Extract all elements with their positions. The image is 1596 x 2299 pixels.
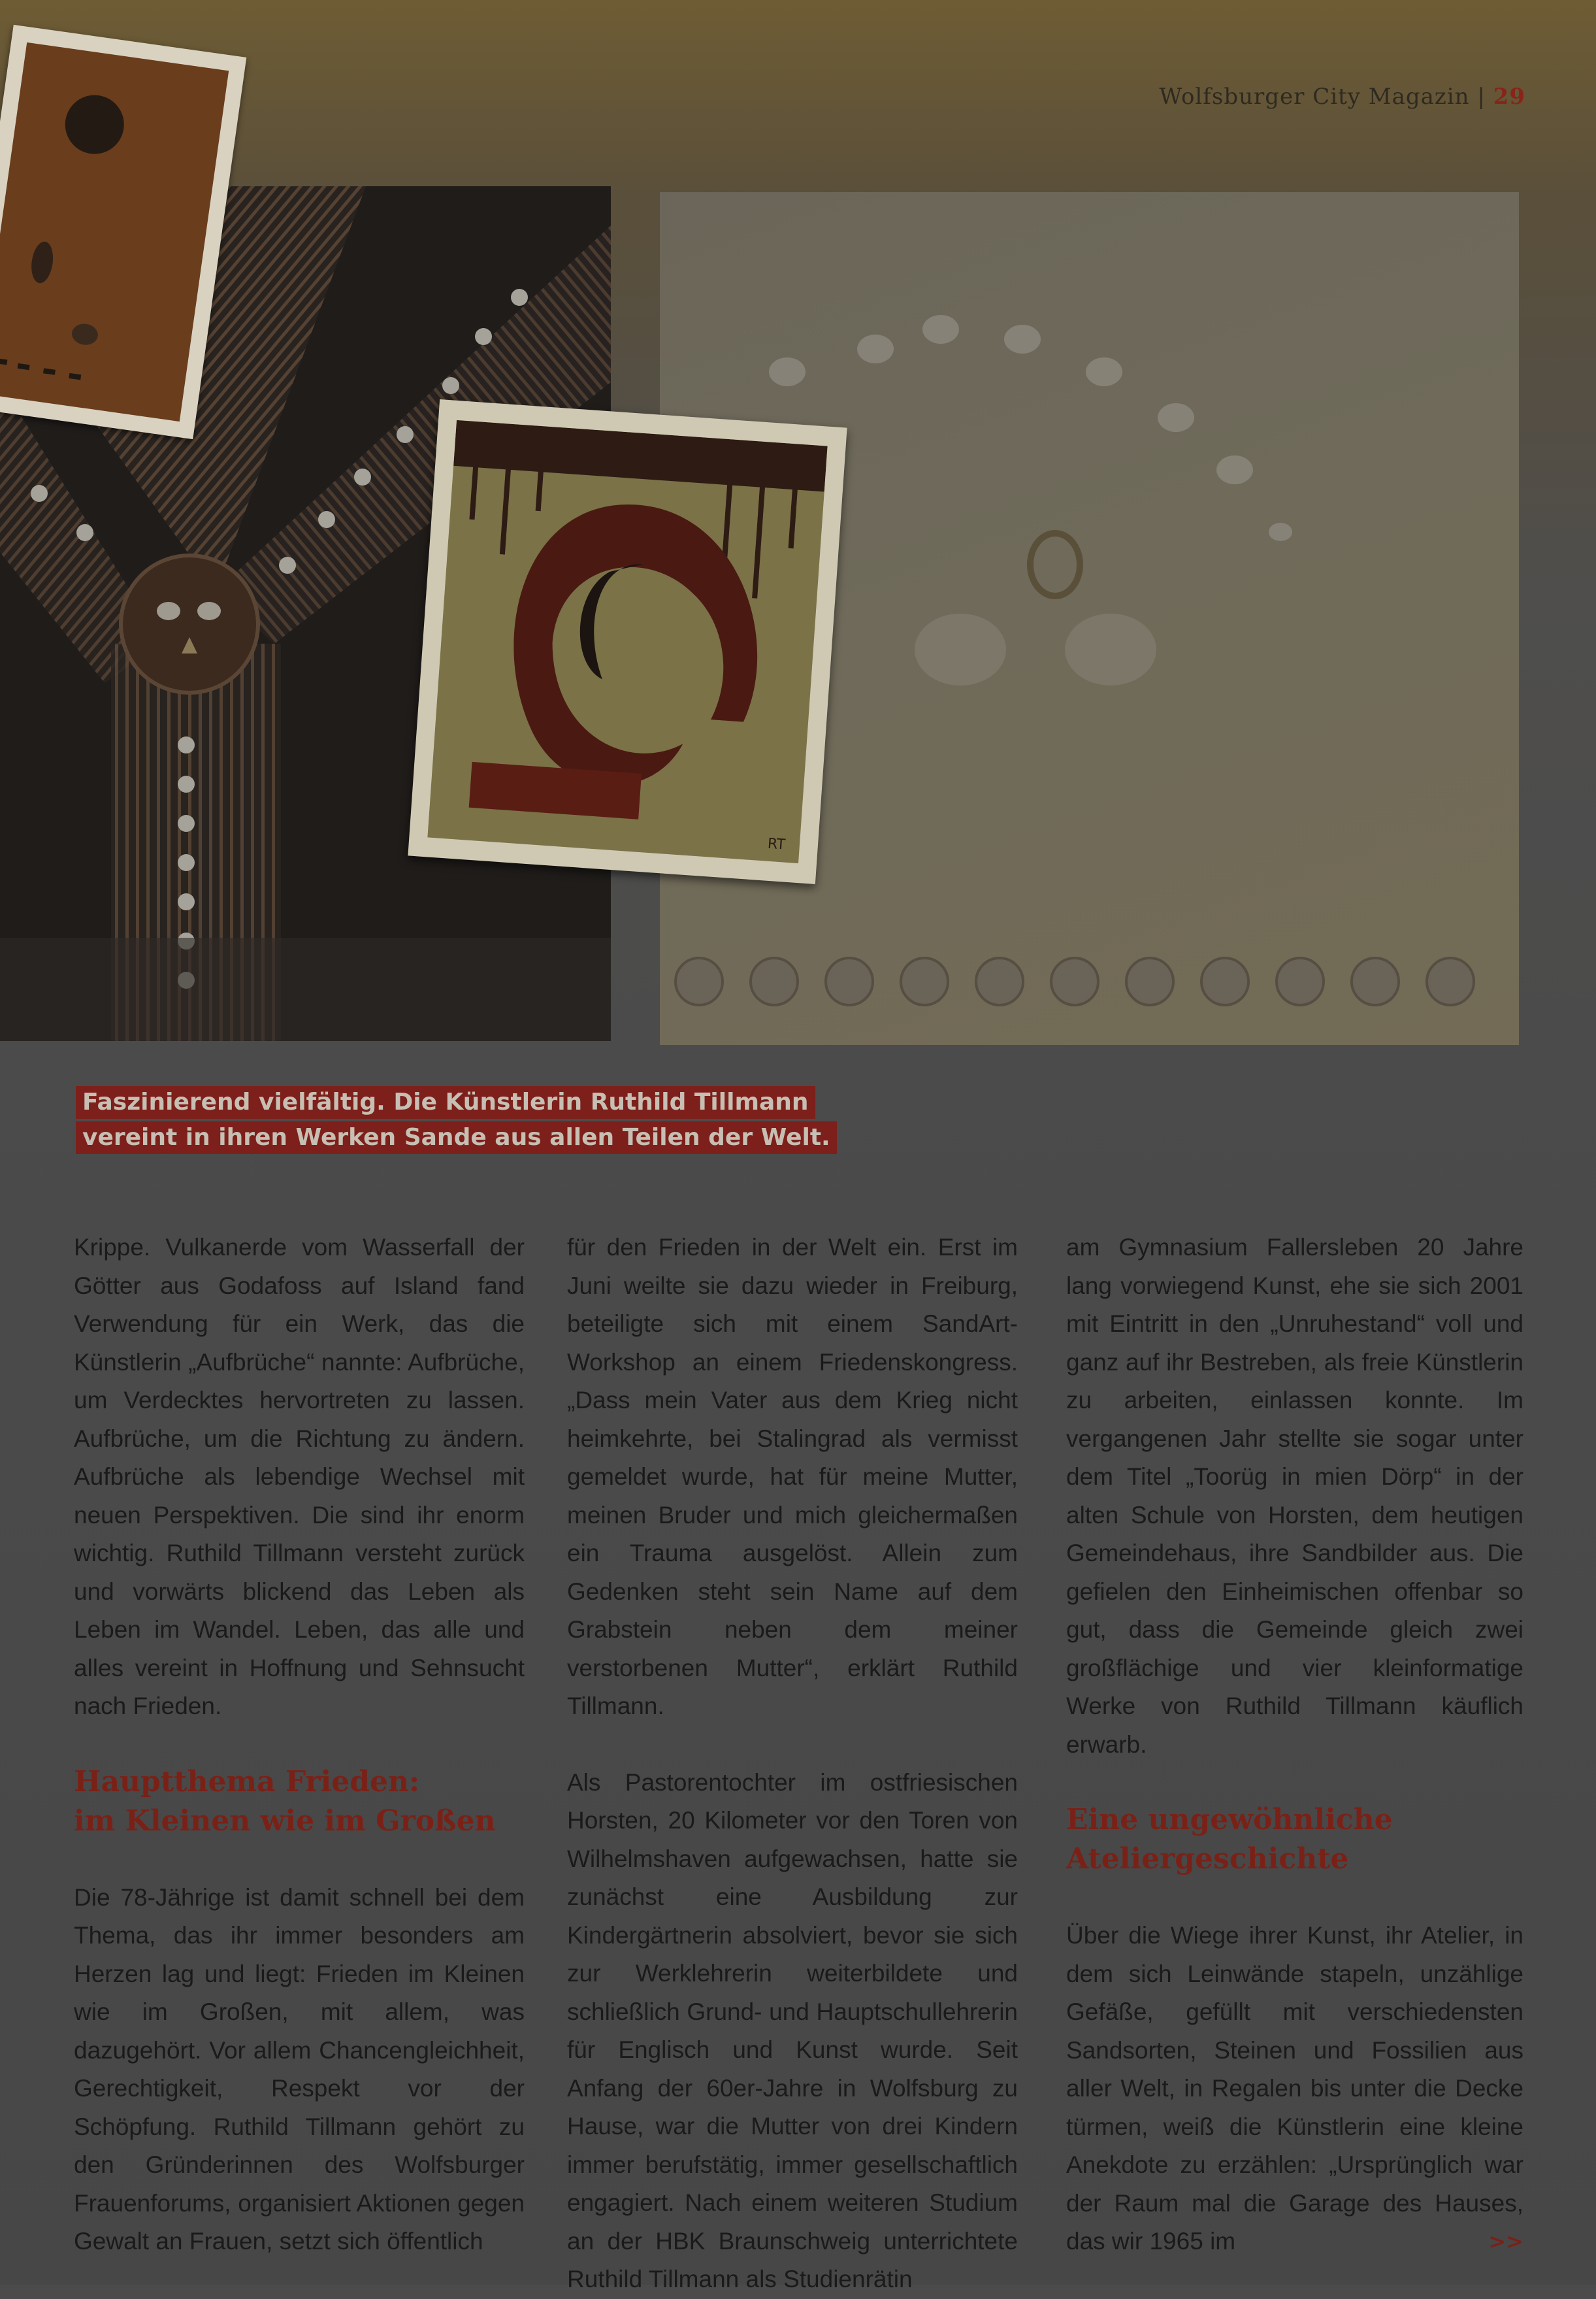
article-column-2 (567, 1229, 1018, 2299)
photo-red-arc-artwork (408, 399, 847, 884)
page-header (1159, 84, 1525, 110)
heading-ateliergeschichte (1066, 1800, 1523, 1879)
caption-line-1: Faszinierend vielfältig. Die Künstlerin Ruthild Tillmann (76, 1086, 815, 1119)
heading-1-line-1: Hauptthema Frieden: (74, 1764, 420, 1798)
heading-2-line-2: Ateliergeschichte (1066, 1842, 1349, 1876)
photo-small-artwork-canvas (0, 42, 229, 422)
photo-small-artwork-drawing (0, 42, 229, 422)
caption-line-2: vereint in ihren Werken Sande aus allen Teilen der Welt. (76, 1121, 837, 1154)
column-3-paragraph-2 (1066, 1917, 1523, 2261)
photo-red-arc-canvas (427, 420, 827, 863)
article-column-3 (1066, 1229, 1523, 2261)
column-2-paragraph-2: Als Pastorentochter im ostfriesischen Horsten, 20 Kilometer vor den Toren von Wilhelmshaven aufgewachsen, hatte sie zunächst eine Ausbildung zur Kindergärtnerin absolviert, bevor sie sich zur Werklehrerin weiterbildete und schließlich Grund- und Hauptschullehrerin für Englisch und Kunst wurde. Seit Anfang der 60er-Jahre in Wolfsburg zu Hause, war die Mutter von drei Kindern immer berufstätig, immer gesellschaftlich engagiert. Nach einem weiteren Studium an der HBK Braunschweig unterrichtete Ruthild Tillmann als Studienrätin (567, 1768, 1018, 2292)
mid-artwork-signature: RT (767, 835, 786, 853)
page-number: 29 (1493, 84, 1525, 110)
photo-red-arc-drawing (427, 420, 827, 863)
heading-hauptthema-frieden (74, 1762, 525, 1841)
column-1-paragraph-1: Krippe. Vulkanerde vom Wasserfall der Götter aus Godafoss auf Island fand Verwendung für ein Werk, das die Künstlerin „Aufbrüche“ nannte: Aufbrüche, um Verdecktes hervortreten zu lassen. Aufbrüche, um die Richtung zu ändern. Aufbrüche als lebendige Wechsel mit neuen Perspektiven. Die sind ihr enorm wichtig. Ruthild Tillmann versteht zurück und vorwärts blickend das Leben als Leben im Wandel. Leben, das alle und alles vereint in Hoffnung und Sehnsucht nach Frieden. (74, 1234, 525, 1719)
magazine-title: Wolfsburger City Magazin (1159, 84, 1470, 110)
column-1-paragraph-2: Die 78-Jährige ist damit schnell bei dem Thema, das ihr immer besonders am Herzen lag und liegt: Frieden im Kleinen wie im Großen, mit allem, was dazugehört. Vor allem Chancengleichheit, Gerechtigkeit, Respekt vor der Schöpfung. Ruthild Tillmann gehört zu den Gründerinnen des Wolfsburger Frauenforums, organisiert Aktionen gegen Gewalt an Frauen, setzt sich öffentlich (74, 1883, 525, 2255)
column-3-paragraph-2-text: Über die Wiege ihrer Kunst, ihr Atelier, in dem sich Leinwände stapeln, unzählige Gefäße, gefüllt mit verschiedensten Sandsorten, Steinen und Fossilien aus aller Welt, in Regalen bis unter die Decke türmen, weiß die Künstlerin eine kleine Anekdote zu erzählen: „Ursprünglich war der Raum mal die Garage des Hauses, das wir 1965 im (1066, 1922, 1523, 2255)
header-separator: | (1477, 84, 1486, 110)
photo-caption (76, 1086, 837, 1157)
article-column-1 (74, 1229, 525, 2261)
heading-2-line-1: Eine ungewöhnliche (1066, 1803, 1393, 1836)
continue-arrow-icon: >> (1488, 2229, 1523, 2254)
heading-1-line-2: im Kleinen wie im Großen (74, 1804, 496, 1838)
column-3-paragraph-1: am Gymnasium Fallersleben 20 Jahre lang vorwiegend Kunst, ehe sie sich 2001 mit Eintritt in den „Unruhestand“ voll und ganz auf ihr Bestreben, als freie Künstlerin zu arbeiten, einlassen konnte. Im vergangenen Jahr stellte sie sogar unter dem Titel „Toorüg in mien Dörp“ in der alten Schule von Horsten, dem heutigen Gemeindehaus, ihre Sandbilder aus. Die gefielen den Einheimischen offenbar so gut, dass die Gemeinde gleich zwei großflächige und vier kleinformatige Werke von Ruthild Tillmann käuflich erwarb. (1066, 1234, 1523, 1758)
column-2-paragraph-1: für den Frieden in der Welt ein. Erst im Juni weilte sie dazu wieder in Freiburg, beteiligte sich mit einem SandArt-Workshop an einem Friedenskongress. „Dass mein Vater aus dem Krieg nicht heimkehrte, bei Stalingrad als vermisst gemeldet wurde, hat für meine Mutter, meinen Bruder und mich gleichermaßen ein Trauma ausgelöst. Allein zum Gedenken steht sein Name auf dem Grabstein neben dem meiner verstorbenen Mutter“, erklärt Ruthild Tillmann. (567, 1234, 1018, 1719)
